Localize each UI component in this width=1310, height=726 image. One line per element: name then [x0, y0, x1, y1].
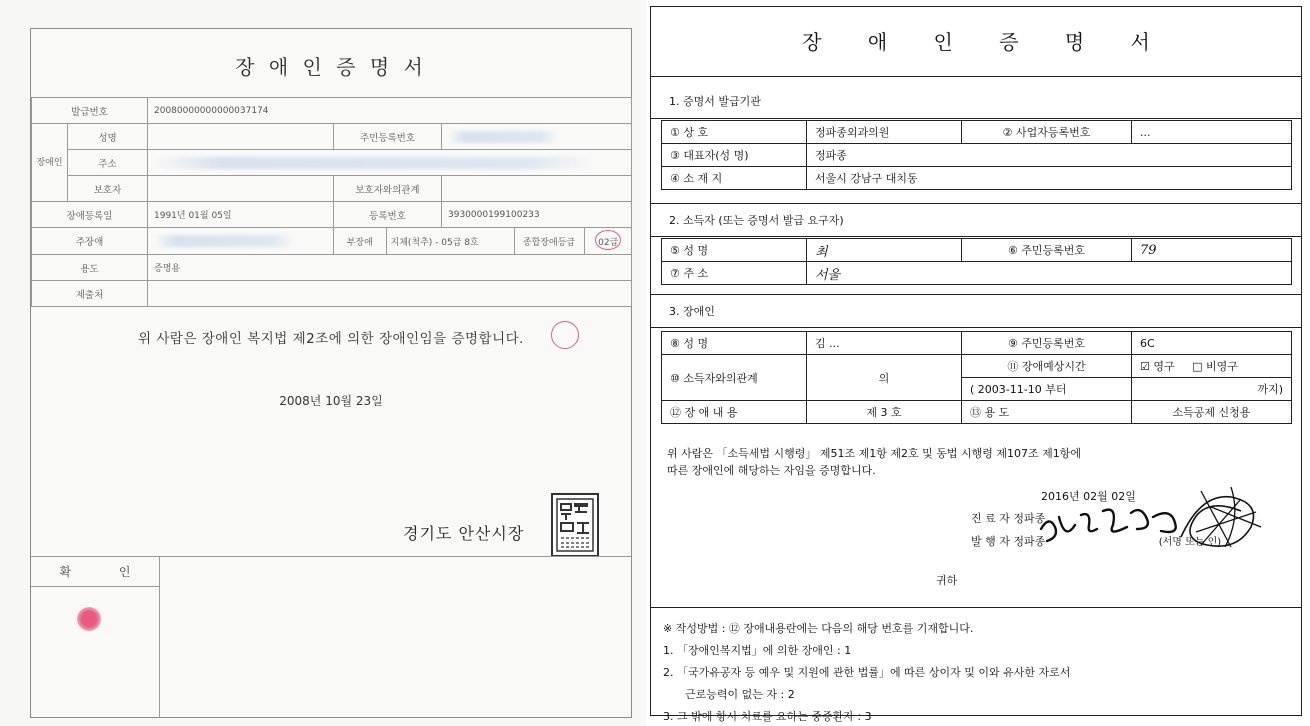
main-disability-label: 주장애	[32, 228, 148, 255]
submit-to-value	[148, 281, 632, 307]
representative-value: 정파종	[807, 144, 1292, 167]
grade-circle-mark	[595, 230, 621, 250]
disabled-person-table	[661, 331, 1292, 424]
reg-date-label: 장애등록일	[32, 202, 148, 228]
person-group-label: 장애인	[32, 124, 68, 202]
redaction-blur	[154, 235, 294, 247]
seal-placeholder-text: (서명 또는 인)	[1158, 537, 1222, 548]
location-label: ④ 소 재 지	[662, 167, 807, 190]
note-2-continued: 근로능력이 없는 자 : 2	[685, 688, 795, 701]
purpose-value: 증명용	[148, 255, 632, 281]
name-value-redacted	[148, 124, 334, 150]
sub-disability-label: 부장애	[334, 228, 386, 254]
confirmation-divider	[160, 556, 631, 557]
certification-statement: 위 사람은 장애인 복지법 제2조에 의한 장애인임을 증명합니다.	[138, 331, 524, 347]
section-income-earner: 2. 소득자 (또는 증명서 발급 요구자)	[651, 203, 1301, 237]
recipient-suffix: 귀하	[936, 574, 958, 587]
body-line-2: 따른 장애인에 해당하는 자임을 증명합니다.	[667, 464, 876, 477]
permanence-options	[1132, 355, 1292, 378]
earner-name-value: 최	[807, 239, 962, 262]
left-info-table	[31, 97, 632, 307]
business-reg-value: ...	[1132, 121, 1292, 144]
disability-content-value: 제 3 호	[807, 401, 962, 424]
redaction-blur	[448, 131, 558, 143]
relation-value: 의	[807, 355, 962, 401]
section-issuing-agency: 1. 증명서 발급기관	[651, 85, 1301, 119]
issue-no-value: 20080000000000037174	[148, 98, 632, 124]
usage-value: 소득공제 신청용	[1132, 401, 1292, 424]
permanent-option: ☑ 영구	[1140, 360, 1175, 373]
stamp-circle-mark	[551, 321, 579, 349]
right-issue-date: 2016년 02월 02일	[1041, 490, 1136, 503]
left-certificate-paper	[30, 28, 632, 718]
earner-address-value: 서울	[807, 262, 1292, 285]
right-document-title: 장 애 인 증 명 서	[651, 7, 1301, 77]
reg-no-label: 등록번호	[334, 202, 442, 228]
left-document-title: 장 애 인 증 명 서	[235, 55, 427, 79]
guardian-relation-label: 보호자와의관계	[334, 176, 442, 202]
redaction-blur	[154, 157, 594, 169]
section-disabled-person: 3. 장애인	[651, 294, 1301, 328]
note-3: 3. 그 밖에 항시 치료를 요하는 중증환자 : 3	[663, 710, 872, 723]
usage-label: ⑬ 용 도	[962, 401, 1132, 424]
doctor-line: 진 료 자 정파종	[971, 512, 1046, 525]
rrn-label: 주민등록번호	[334, 124, 442, 150]
person-rrn-label: ⑨ 주민등록번호	[962, 332, 1132, 355]
guardian-label: 보호자	[68, 176, 148, 202]
location-value: 서울시 강남구 대치동	[807, 167, 1292, 190]
disability-sub-cell	[334, 228, 632, 255]
note-2: 2. 「국가유공자 등 예우 및 지원에 관한 법률」에 따른 상이자 및 이와 유사한 자로서	[663, 666, 1071, 679]
reg-date-value: 1991년 01월 05일	[148, 202, 334, 228]
business-name-label: ① 상 호	[662, 121, 807, 144]
issue-no-label: 발급번호	[32, 98, 148, 124]
issuing-agency-table	[661, 120, 1292, 190]
right-certificate-paper	[650, 6, 1302, 723]
name-label: 성명	[68, 124, 148, 150]
red-stamp-icon	[77, 607, 101, 631]
issuer-name: 경기도 안산시장	[403, 524, 525, 543]
issue-date: 2008년 10월 23일	[279, 394, 383, 408]
sub-disability-value: 지체(척추) - 05급 8호	[386, 228, 514, 254]
writing-instructions	[651, 607, 1301, 726]
representative-label: ③ 대표자(성 명)	[662, 144, 807, 167]
handwritten-signature-icon	[1031, 477, 1281, 567]
purpose-label: 용도	[32, 255, 148, 281]
submit-to-label: 제출처	[32, 281, 148, 307]
expected-period-label: ⑪ 장애예상시간	[962, 355, 1132, 378]
left-document-scan	[0, 0, 646, 726]
issuer-line-text: 발 행 자 정파종	[971, 535, 1046, 548]
overall-grade-value: 02급	[584, 228, 632, 254]
earner-rrn-value: 79	[1132, 239, 1292, 262]
person-name-value: 김 ...	[807, 332, 962, 355]
disability-content-label: ⑫ 장 애 내 용	[662, 401, 807, 424]
notes-title: ※ 작성방법 : ⑫ 장애내용란에는 다음의 해당 번호를 기재합니다.	[663, 622, 974, 635]
income-earner-table	[661, 238, 1292, 285]
person-rrn-value: 6C	[1132, 332, 1292, 355]
relation-label: ⑩ 소득자와의관계	[662, 355, 807, 401]
non-permanent-option: □ 비영구	[1192, 360, 1238, 373]
address-value-redacted	[148, 150, 632, 176]
body-line-1: 위 사람은 「소득세법 시행령」 제51조 제1항 제2호 및 동법 시행령 제107조 제1항에	[667, 447, 1081, 460]
note-1: 1. 「장애인복지법」에 의한 장애인 : 1	[663, 644, 852, 657]
period-until: 까지)	[1132, 378, 1292, 401]
guardian-relation-value	[442, 176, 632, 202]
main-disability-value-redacted	[148, 228, 334, 255]
earner-name-label: ⑤ 성 명	[662, 239, 807, 262]
confirmation-box	[31, 556, 160, 718]
earner-rrn-label: ⑥ 주민등록번호	[962, 239, 1132, 262]
guardian-value	[148, 176, 334, 202]
overall-grade-label: 종합장애등급	[514, 228, 584, 254]
period-start-value: ( 2003-11-10 부터	[962, 378, 1132, 401]
person-name-label: ⑧ 성 명	[662, 332, 807, 355]
earner-address-label: ⑦ 주 소	[662, 262, 807, 285]
business-name-value: 정파종외과의원	[807, 121, 962, 144]
certification-body	[667, 445, 1287, 479]
address-label: 주소	[68, 150, 148, 176]
business-reg-label: ② 사업자등록번호	[962, 121, 1132, 144]
confirmation-label: 확 인	[31, 557, 159, 587]
rrn-value-redacted	[442, 124, 632, 150]
official-seal-icon	[551, 493, 599, 557]
reg-no-value: 3930000199100233	[442, 202, 632, 228]
